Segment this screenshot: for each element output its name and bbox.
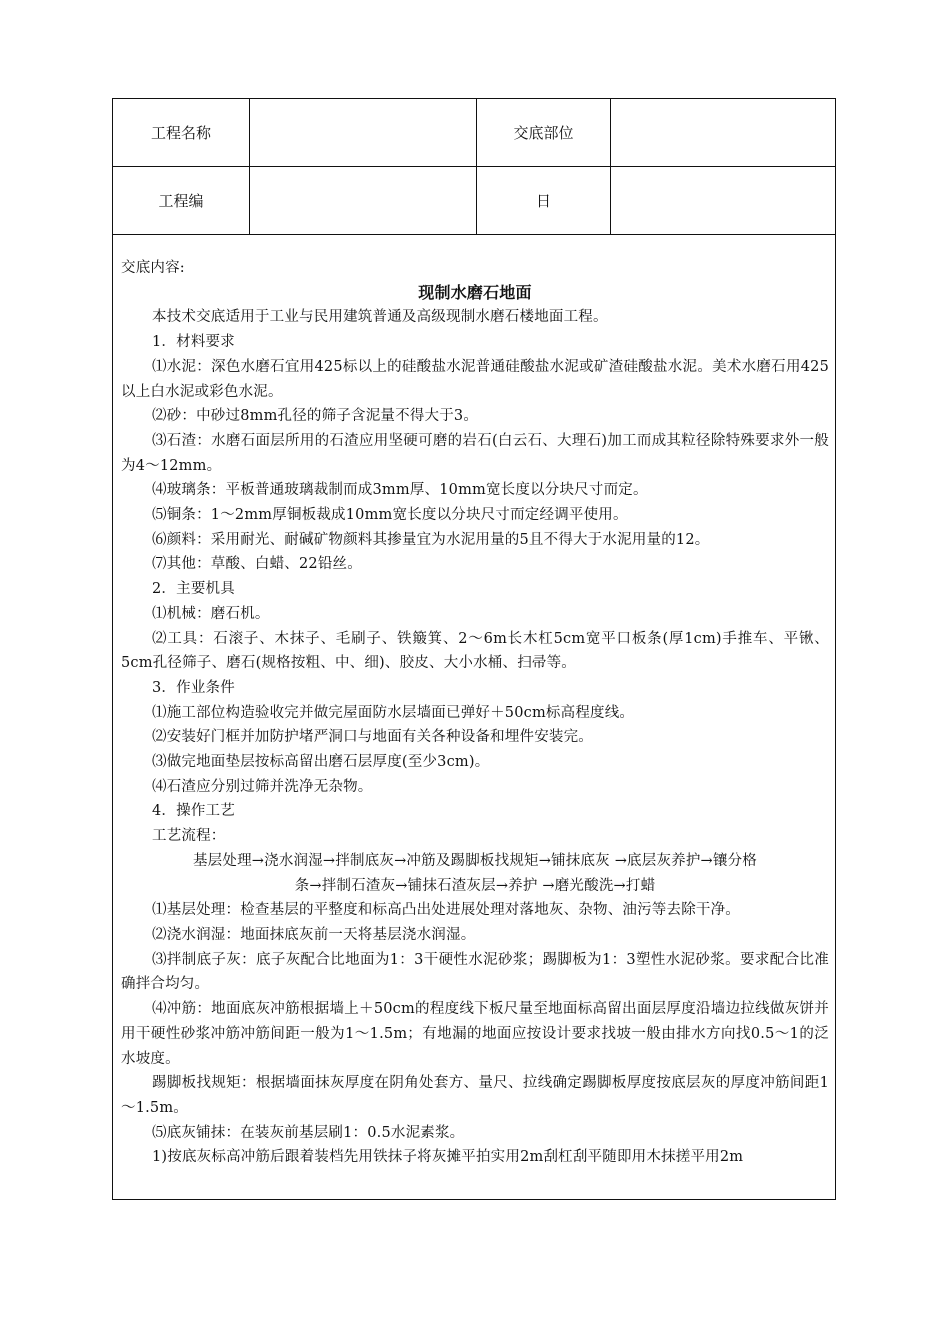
- paragraph: ⑴施工部位构造验收完并做完屋面防水层墙面已弹好＋50cm标高程度线。: [152, 704, 635, 721]
- paragraph: ⑺其他：草酸、白蜡、22铅丝。: [152, 556, 362, 573]
- paragraph: ⑶石渣：水磨石面层所用的石渣应用坚硬可磨的岩石(白云石、大理石)加工而成其粒径除特殊要求外一般为4～12mm。: [121, 432, 829, 474]
- header-row-1: [113, 99, 835, 167]
- paragraph: ⑵浇水润湿：地面抹底灰前一天将基层浇水润湿。: [152, 926, 476, 943]
- process-flow-line-2: 条→拌制石渣灰→铺抹石渣灰层→养护 →磨光酸洗→打蜡: [294, 877, 656, 894]
- paragraph: 踢脚板找规矩：根据墙面抹灰厚度在阴角处套方、量尺、拉线确定踢脚板厚度按底层灰的厚度冲筋间距1～1.5m。: [121, 1075, 829, 1116]
- paragraph: ⑸底灰铺抹：在装灰前基层刷1：0.5水泥素浆。: [152, 1124, 465, 1141]
- paragraph: ⑷冲筋：地面底灰冲筋根据墙上＋50cm的程度线下板尺量至地面标高留出面层厚度沿墙边拉线做灰饼并用干硬性砂浆冲筋冲筋间距一般为1～1.5m；有地漏的地面应按设计要求找坡一般由排水方向找0.5～1的泛水坡度。: [121, 1001, 829, 1067]
- disclosure-part-label: 交底部位: [477, 99, 611, 166]
- paragraph: ⑸铜条：1～2mm厚铜板裁成10mm宽长度以分块尺寸而定经调平使用。: [152, 507, 628, 524]
- paragraph: ⑴基层处理：检查基层的平整度和标高凸出处进展处理对落地灰、杂物、油污等去除干净。: [152, 902, 740, 919]
- paragraph: 1)按底灰标高冲筋后跟着装档先用铁抹子将灰摊平拍实用2m刮杠刮平随即用木抹搓平用2m: [152, 1149, 744, 1166]
- paragraph: ⑴水泥：深色水磨石宜用425标以上的硅酸盐水泥普通硅酸盐水泥或矿渣硅酸盐水泥。美术水磨石用425以上白水泥或彩色水泥。: [121, 358, 829, 400]
- paragraph: 本技术交底适用于工业与民用建筑普通及高级现制水磨石楼地面工程。: [152, 309, 608, 326]
- disclosure-form: [112, 98, 836, 1200]
- project-name-label: 工程名称: [113, 99, 250, 166]
- paragraph: 工艺流程：: [152, 828, 226, 845]
- content-label: 交底内容:: [121, 260, 185, 276]
- paragraph: 4．操作工艺: [152, 803, 235, 820]
- paragraph: ⑹颜料：采用耐光、耐碱矿物颜料其掺量宜为水泥用量的5且不得大于水泥用量的12。: [152, 531, 710, 548]
- paragraph: ⑷玻璃条：平板普通玻璃裁制而成3mm厚、10mm宽长度以分块尺寸而定。: [152, 482, 648, 499]
- paragraph: ⑵安装好门框并加防护堵严洞口与地面有关各种设备和埋件安装完。: [152, 729, 593, 746]
- paragraph: ⑶做完地面垫层按标高留出磨石层厚度(至少3cm)。: [152, 754, 490, 771]
- date-label: 日: [477, 167, 611, 234]
- paragraph: 1．材料要求: [152, 334, 235, 351]
- content-paragraphs: [121, 305, 829, 848]
- paragraph: ⑴机械：磨石机。: [152, 605, 270, 622]
- project-number-value[interactable]: [250, 167, 477, 234]
- project-number-label: 工程编: [113, 167, 250, 234]
- date-value[interactable]: [611, 167, 835, 234]
- paragraph: 2．主要机具: [152, 581, 235, 598]
- paragraph: ⑵砂：中砂过8mm孔径的筛子含泥量不得大于3。: [152, 408, 479, 425]
- paragraph: ⑵工具：石滚子、木抹子、毛刷子、铁簸箕、2～6m长木杠5cm宽平口板条(厚1cm)手推车、平锹、5cm孔径筛子、磨石(规格按粗、中、细)、胶皮、大小水桶、扫帚等。: [121, 630, 829, 672]
- paragraph: ⑶拌制底子灰：底子灰配合比地面为1：3干硬性水泥砂浆；踢脚板为1：3塑性水泥砂浆。要求配合比准确拌合均匀。: [121, 951, 829, 993]
- document-title: 现制水磨石地面: [418, 282, 532, 302]
- disclosure-part-value[interactable]: [611, 99, 835, 166]
- paragraph: 3．作业条件: [152, 679, 235, 696]
- paragraph: ⑷石渣应分别过筛并洗净无杂物。: [152, 778, 373, 795]
- project-name-value[interactable]: [250, 99, 477, 166]
- header-row-2: [113, 167, 835, 235]
- content-paragraphs-continued: [121, 898, 829, 1170]
- disclosure-content: [121, 256, 829, 1170]
- process-flow-line-1: 基层处理→浇水润湿→拌制底灰→冲筋及踢脚板找规矩→铺抹底灰 →底层灰养护→镶分格: [192, 852, 757, 869]
